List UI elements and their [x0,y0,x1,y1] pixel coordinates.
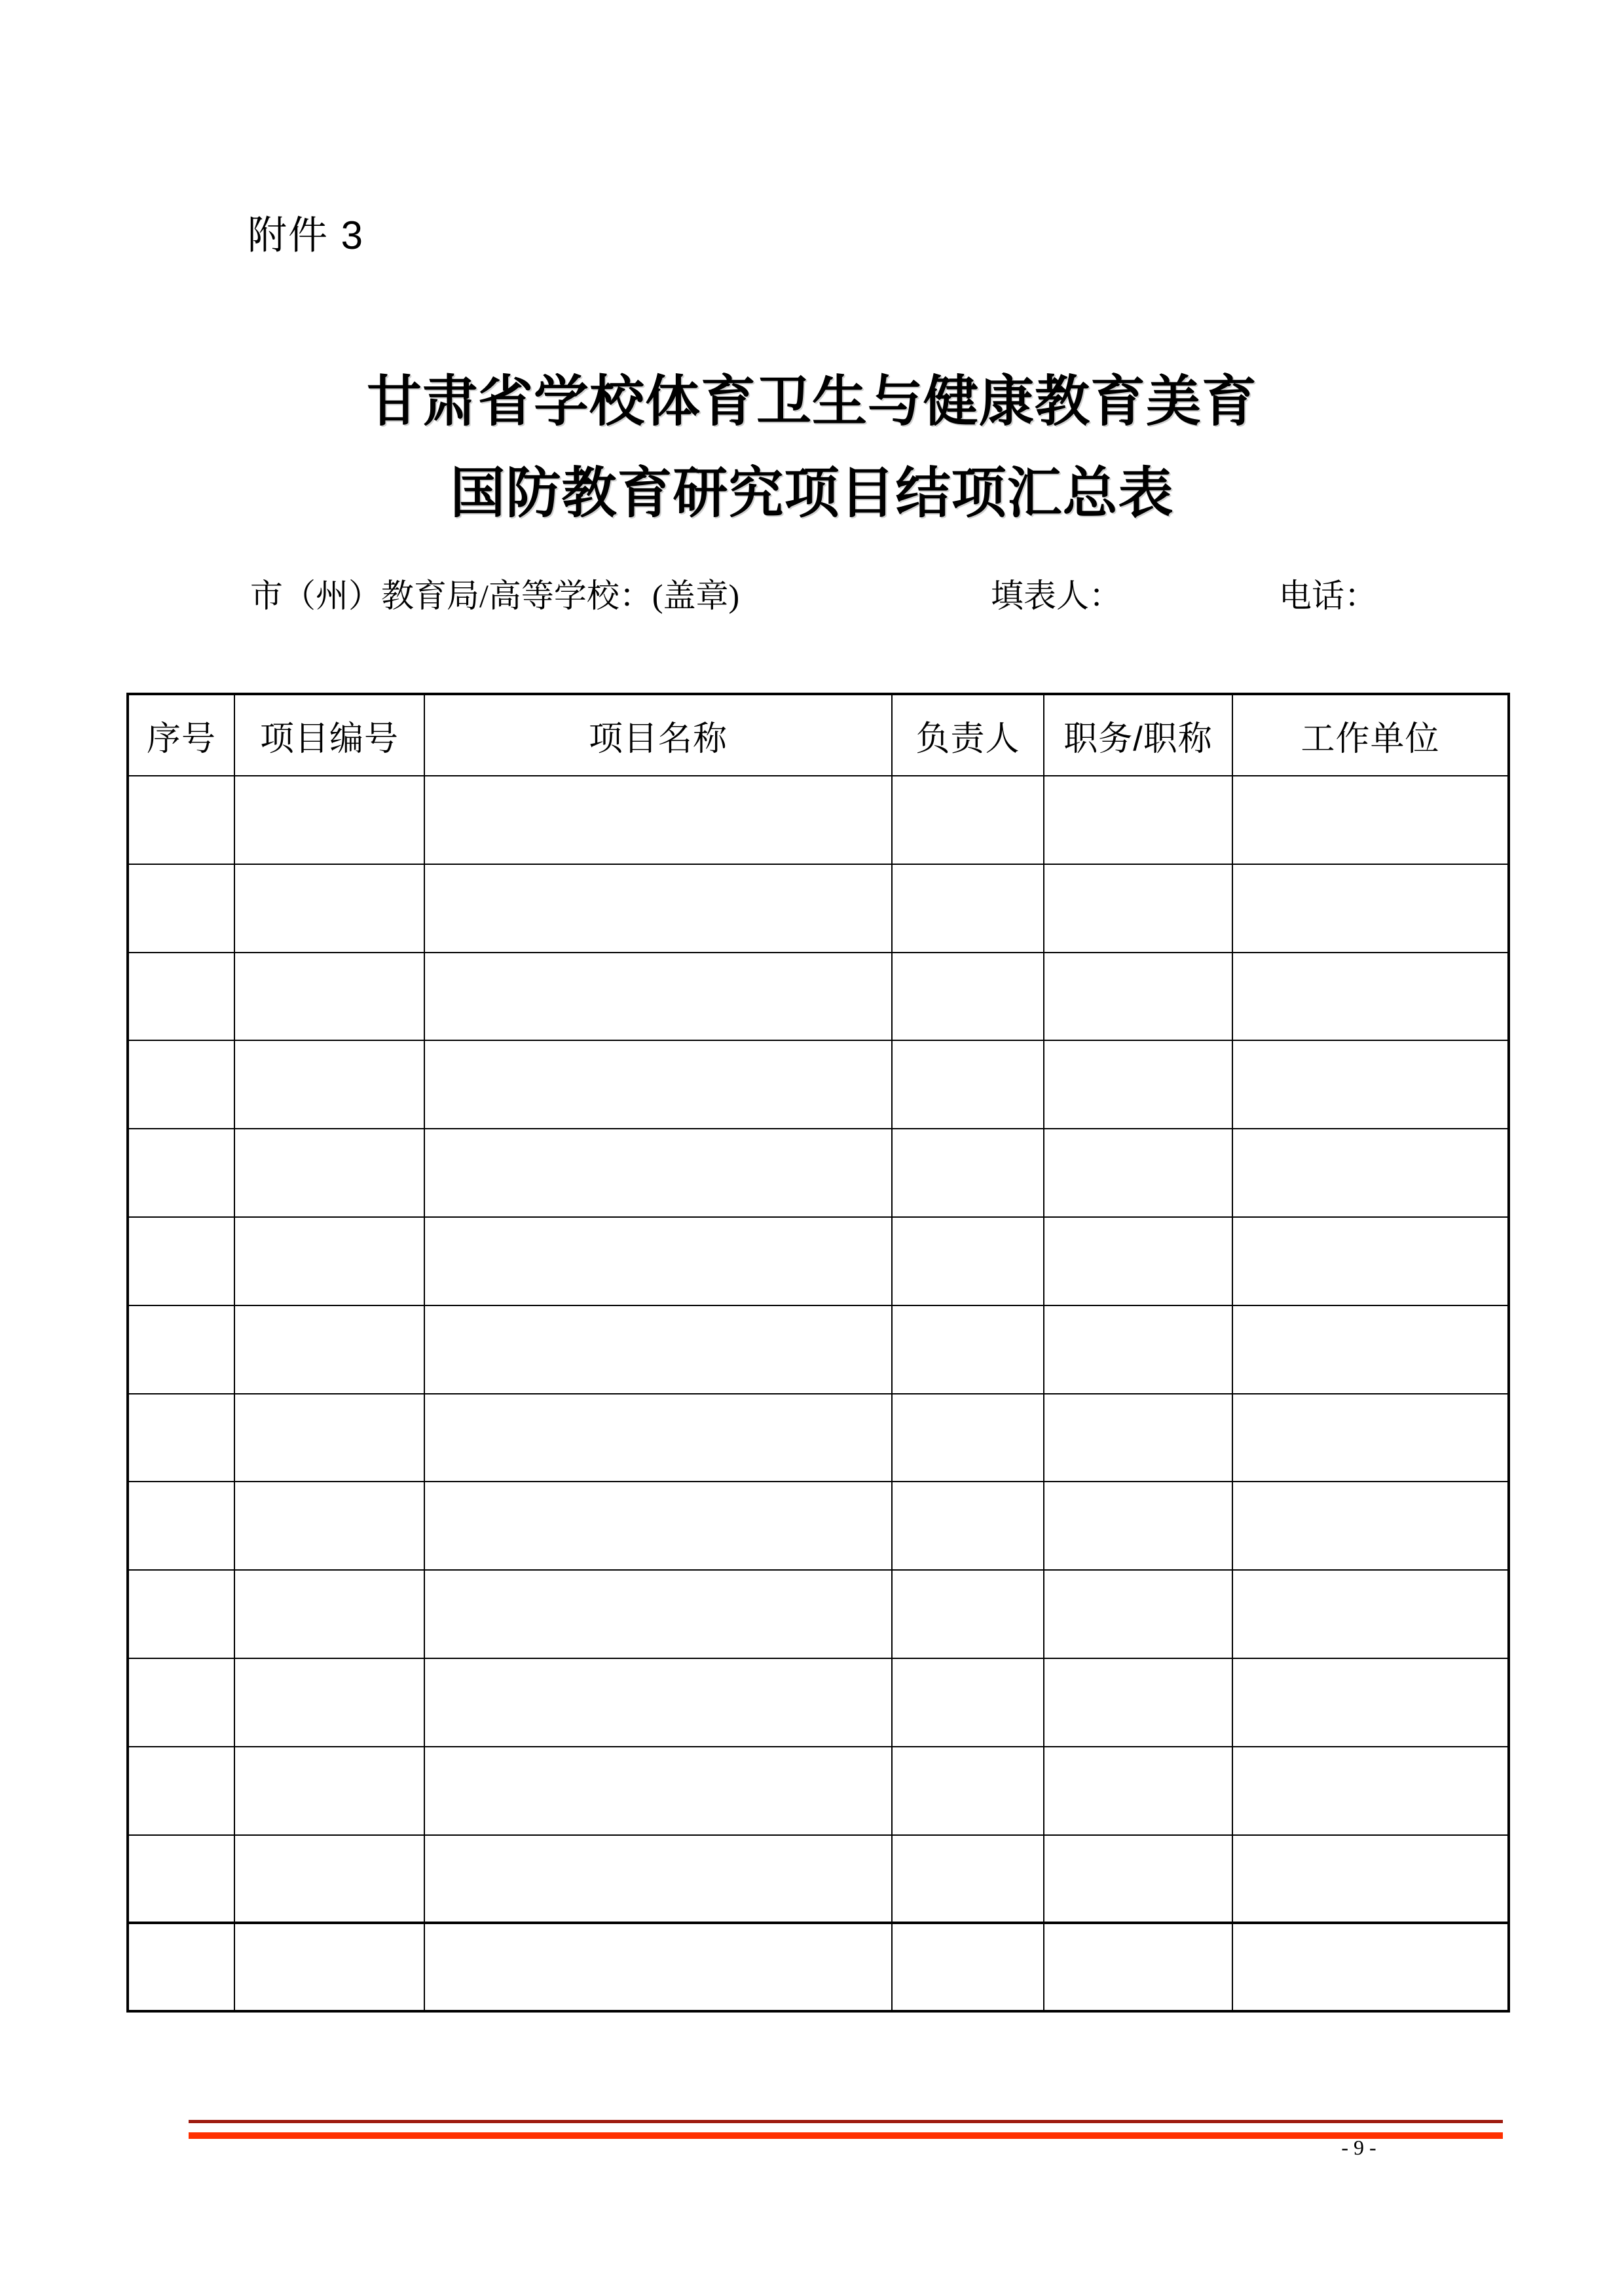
table-cell-empty [1232,1835,1509,1923]
table-row [128,1747,1509,1835]
table-cell-empty [424,1217,892,1305]
table-cell-empty [424,1747,892,1835]
table-cell-empty [1232,1394,1509,1482]
table-cell-empty [234,1129,424,1217]
table-cell-empty [1232,1747,1509,1835]
table-row [128,864,1509,953]
table-cell-empty [1232,864,1509,953]
table-row [128,953,1509,1041]
table-cell-empty [1044,776,1232,864]
table-cell-empty [1044,1040,1232,1129]
table-row [128,1217,1509,1305]
table-row [128,1923,1509,2011]
table-cell-empty [1044,1570,1232,1658]
table-cell-empty [1044,1129,1232,1217]
table-cell-empty [128,1570,234,1658]
table-cell-empty [892,953,1044,1041]
table-cell-empty [1044,1217,1232,1305]
table-cell-empty [128,1482,234,1570]
table-cell-empty [1232,1305,1509,1394]
form-meta-line [0,577,1624,617]
table-cell-empty [1044,1658,1232,1747]
table-cell-empty [128,1129,234,1217]
table-cell-empty [128,1658,234,1747]
table-cell-empty [234,1040,424,1129]
table-cell-empty [234,776,424,864]
table-cell-empty [1044,953,1232,1041]
table-row [128,1570,1509,1658]
table-cell-empty [424,1923,892,2011]
table-cell-empty [128,1923,234,2011]
table-cell-empty [128,1305,234,1394]
table-row [128,1305,1509,1394]
table-cell-empty [1232,1570,1509,1658]
table-cell-empty [892,776,1044,864]
table-cell-empty [1044,1747,1232,1835]
table-cell-empty [1232,1217,1509,1305]
table-cell-empty [424,1040,892,1129]
table-row [128,1835,1509,1923]
table-cell-empty [1044,1482,1232,1570]
table-cell-empty [1232,776,1509,864]
table-cell-empty [128,864,234,953]
table-cell-empty [1232,1129,1509,1217]
table-cell-empty [424,1394,892,1482]
table-cell-empty [128,953,234,1041]
attachment-label: 附件 3 [248,213,365,257]
col-header-work-unit: 工作单位 [1232,694,1509,776]
table-row [128,776,1509,864]
form-filler-label: 填表人： [991,577,1122,614]
table-cell-empty [424,953,892,1041]
table-cell-empty [128,1217,234,1305]
table-cell-empty [424,1835,892,1923]
table-cell-empty [1232,953,1509,1041]
table-cell-empty [424,1482,892,1570]
table-cell-empty [424,1570,892,1658]
col-header-person-in-charge: 负责人 [892,694,1044,776]
footer-rule-dark-red [189,2120,1503,2123]
table-cell-empty [1044,1835,1232,1923]
table-cell-empty [892,1040,1044,1129]
table-cell-empty [892,1482,1044,1570]
table-cell-empty [1044,1305,1232,1394]
table-cell-empty [234,1923,424,2011]
table-cell-empty [234,1747,424,1835]
table-cell-empty [892,1923,1044,2011]
table-cell-empty [1232,1923,1509,2011]
table-cell-empty [892,1129,1044,1217]
table-cell-empty [128,1040,234,1129]
table-cell-empty [892,1835,1044,1923]
table-cell-empty [424,864,892,953]
table-cell-empty [892,1658,1044,1747]
col-header-project-name: 项目名称 [424,694,892,776]
table-cell-empty [424,776,892,864]
table-cell-empty [1232,1040,1509,1129]
table-cell-empty [892,1305,1044,1394]
table-cell-empty [128,1835,234,1923]
table-cell-empty [424,1129,892,1217]
table-row [128,1129,1509,1217]
table-cell-empty [234,864,424,953]
table-cell-empty [234,1570,424,1658]
table-cell-empty [128,1747,234,1835]
project-summary-table [126,693,1510,2013]
table-cell-empty [234,1658,424,1747]
table-cell-empty [234,1217,424,1305]
title-line-1: 甘肃省学校体育卫生与健康教育美育 [366,372,1257,433]
table-cell-empty [234,1835,424,1923]
table-row [128,1040,1509,1129]
table-cell-empty [892,1747,1044,1835]
table-cell-empty [1232,1658,1509,1747]
table-cell-empty [234,1305,424,1394]
table-cell-empty [128,1394,234,1482]
table-cell-empty [424,1305,892,1394]
table-row [128,1482,1509,1570]
col-header-project-number: 项目编号 [234,694,424,776]
table-cell-empty [1044,1923,1232,2011]
col-header-position-title: 职务/职称 [1044,694,1232,776]
phone-label: 电话： [1279,577,1377,614]
table-cell-empty [892,1217,1044,1305]
table-cell-empty [892,1394,1044,1482]
table-cell-empty [892,864,1044,953]
title-line-2: 国防教育研究项目结项汇总表 [450,464,1174,524]
table-cell-empty [1044,864,1232,953]
table-cell-empty [892,1570,1044,1658]
table-cell-empty [234,1394,424,1482]
table-cell-empty [128,776,234,864]
table-cell-empty [1044,1394,1232,1482]
table-cell-empty [234,953,424,1041]
col-header-serial-number: 序号 [128,694,234,776]
table-row [128,1394,1509,1482]
table-cell-empty [234,1482,424,1570]
table-cell-empty [424,1658,892,1747]
table-cell-empty [1232,1482,1509,1570]
table-header-row [128,694,1509,776]
table-row [128,1658,1509,1747]
org-seal-label: 市（州）教育局/高等学校：(盖章) [250,577,740,614]
page-number: - 9 - [1341,2136,1376,2159]
document-title [0,357,1624,540]
